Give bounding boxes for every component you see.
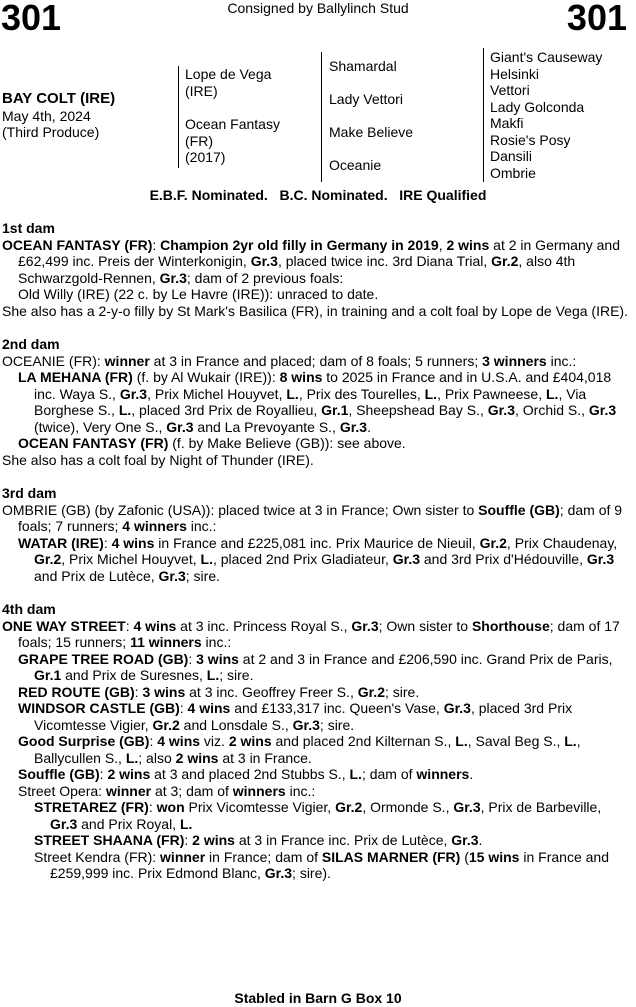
catalogue-body — [2, 220, 632, 882]
third-dam-foal: WATAR (IRE): 4 wins in France and £225,081 inc. Prix Maurice de Nieuil, Gr.2, Prix Chaudenay, Gr.2, Prix Michel Houyvet, L., placed 2nd Prix Gladiateur, Gr.3 and 3rd Prix d'Hédouville, Gr.3 and Prix de Lutèce, Gr.3; sire. — [18, 534, 618, 584]
fourth-dam-granddaughter: STRETAREZ (FR): won Prix Vicomtesse Vigier, Gr.2, Ormonde S., Gr.3, Prix de Barbeville, Gr.3 and Prix Royal, L. — [34, 799, 602, 832]
fourth-dam-foal: GRAPE TREE ROAD (GB): 3 wins at 2 and 3 in France and £206,590 inc. Grand Prix de Paris, Gr.1 and Prix de Suresnes, L.; sire. — [18, 650, 613, 683]
third-dam-entry: OMBRIE (GB) (by Zafonic (USA)): placed twice at 3 in France; Own sister to Souffle (GB); dam of 9 foals; 7 runners; 4 winners inc.: — [2, 501, 623, 534]
second-dam-entry: OCEANIE (FR): winner at 3 in France and placed; dam of 8 foals; 5 runners; 3 winners inc.: — [2, 352, 577, 369]
first-dam-note: She also has a 2-y-o filly by St Mark's Basilica (FR), in training and a colt foal by Lope de Vega (IRE). — [2, 302, 628, 319]
first-dam-heading: 1st dam — [2, 220, 55, 236]
pedigree-grandparent: Oceanie — [329, 157, 382, 173]
fourth-dam-entry: ONE WAY STREET: 4 wins at 3 inc. Princess Royal S., Gr.3; Own sister to Shorthouse; dam of 17 foals; 15 runners; 11 winners inc.: — [2, 617, 620, 650]
lot-number-right: 301 — [566, 0, 627, 38]
pedigree-grandparent: Lady Vettori — [329, 91, 403, 107]
horse-foaled: May 4th, 2024 — [2, 108, 91, 124]
first-dam-foal: Old Willy (IRE) (22 c. by Le Havre (IRE)): unraced to date. — [18, 286, 379, 302]
fourth-dam-granddaughter: STREET SHAANA (FR): 2 wins at 3 in France inc. Prix de Lutèce, Gr.3. — [34, 832, 483, 848]
horse-name: BAY COLT (IRE) — [2, 90, 116, 107]
horse-produce: (Third Produce) — [2, 124, 100, 140]
pedigree-grandparent: Make Believe — [329, 124, 414, 140]
pedigree-dam: Ocean Fantasy (FR) (2017) — [185, 116, 280, 165]
fourth-dam-foal: Good Surprise (GB): 4 wins viz. 2 wins and placed 2nd Kilternan S., L., Saval Beg S., L., Ballycullen S., L.; also 2 wins at 3 in France. — [18, 733, 581, 766]
fourth-dam-foal: RED ROUTE (GB): 3 wins at 3 inc. Geoffrey Freer S., Gr.2; sire. — [18, 683, 420, 700]
stabling-footer: Stabled in Barn G Box 10 — [234, 990, 402, 1006]
second-dam-foal: OCEAN FANTASY (FR) (f. by Make Believe (GB)): see above. — [18, 435, 406, 451]
pedigree-sire: Lope de Vega (IRE) — [185, 66, 272, 99]
pedigree-grandparent: Shamardal — [329, 58, 397, 74]
lot-number-left: 301 — [1, 0, 62, 38]
fourth-dam-foal: Street Opera: winner at 3; dam of winners inc.: — [18, 782, 316, 799]
pedigree-bracket-1 — [178, 66, 179, 168]
fourth-dam-heading: 4th dam — [2, 601, 56, 617]
second-dam-note: She also has a colt foal by Night of Thunder (IRE). — [2, 451, 314, 468]
second-dam-heading: 2nd dam — [2, 336, 60, 352]
third-dam-heading: 3rd dam — [2, 485, 57, 501]
pedigree-great-grandparents: Giant's Causeway Helsinki Vettori Lady Golconda Makfi Rosie's Posy Dansili Ombrie — [490, 49, 603, 181]
second-dam-foal: LA MEHANA (FR) (f. by Al Wukair (IRE)): 8 wins to 2025 in France and in U.S.A. and £404,018 inc. Waya S., Gr.3, Prix Michel Houyvet, L., Prix des Tourelles, L., Prix Pawneese, L., Via Borghese S., L., placed 3rd Prix de Royallieu, Gr.1, Sheepshead Bay S., Gr.3, Orchid S., Gr.3 (twice), Very One S., Gr.3 and La Prevoyante S., Gr.3. — [18, 369, 617, 435]
pedigree-bracket-3 — [483, 48, 484, 182]
first-dam-entry: OCEAN FANTASY (FR): Champion 2yr old filly in Germany in 2019, 2 wins at 2 in Germany and £62,499 inc. Preis der Winterkonigin, Gr.3, placed twice inc. 3rd Diana Trial, Gr.2, also 4th Schwarzgold-Rennen, Gr.3; dam of 2 previous foals: — [2, 236, 621, 286]
fourth-dam-granddaughter: Street Kendra (FR): winner in France; dam of SILAS MARNER (FR) (15 wins in France and £259,999 inc. Prix Edmond Blanc, Gr.3; sire). — [34, 848, 609, 881]
consignor: Consigned by Ballylinch Stud — [227, 0, 409, 16]
nominations: E.B.F. Nominated. B.C. Nominated. IRE Qualified — [149, 187, 487, 203]
pedigree-bracket-2 — [321, 52, 322, 182]
fourth-dam-foal: WINDSOR CASTLE (GB): 4 wins and £133,317 inc. Queen's Vase, Gr.3, placed 3rd Prix Vicomtesse Vigier, Gr.2 and Lonsdale S., Gr.3; sire. — [18, 700, 573, 733]
fourth-dam-foal: Souffle (GB): 2 wins at 3 and placed 2nd Stubbs S., L.; dam of winners. — [18, 766, 474, 782]
